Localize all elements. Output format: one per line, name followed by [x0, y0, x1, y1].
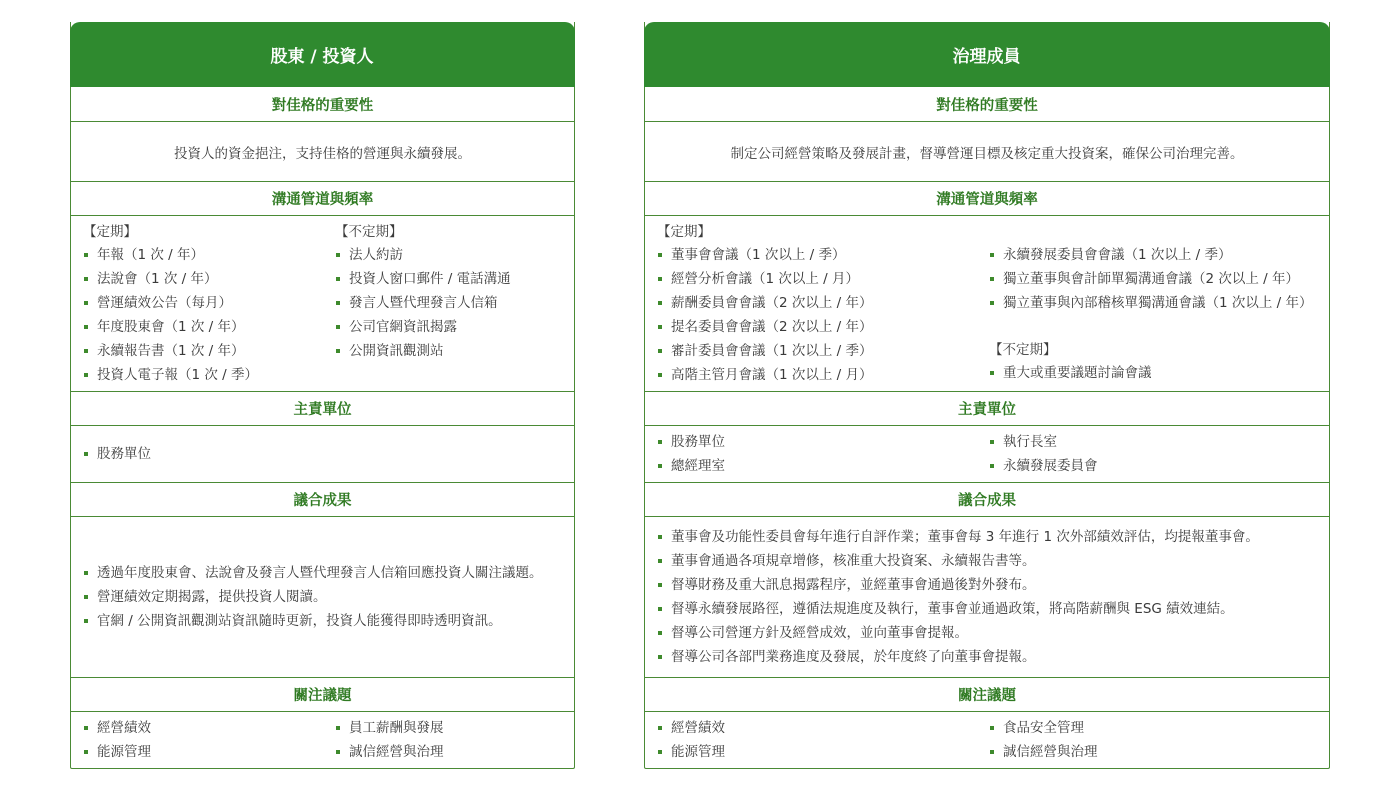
list-item: 經營績效	[657, 716, 725, 740]
list-item: 督導公司各部門業務進度及發展，於年度終了向董事會提報。	[657, 645, 1259, 669]
list-item: 誠信經營與治理	[335, 740, 444, 764]
list-item: 董事會會議（1 次以上 / 季）	[657, 243, 873, 267]
list-item: 年度股東會（1 次 / 年）	[83, 315, 258, 339]
list-item: 獨立董事與內部稽核單獨溝通會議（1 次以上 / 年）	[989, 291, 1313, 315]
list-item: 提名委員會會議（2 次以上 / 年）	[657, 315, 873, 339]
issue-list-1	[83, 716, 151, 764]
importance-text: 投資人的資金挹注，支持佳格的營運與永續發展。	[71, 121, 574, 181]
list-item: 投資人窗口郵件 / 電話溝通	[335, 267, 511, 291]
unit-title: 主責單位	[645, 391, 1329, 425]
list-item: 投資人電子報（1 次 / 季）	[83, 363, 258, 387]
unit-title: 主責單位	[71, 391, 574, 425]
result-body	[71, 516, 574, 677]
channel-body	[645, 215, 1329, 391]
list-item: 重大或重要議題討論會議	[989, 361, 1313, 385]
regular-list	[83, 243, 258, 387]
list-item: 薪酬委員會會議（2 次以上 / 年）	[657, 291, 873, 315]
list-item: 員工薪酬與發展	[335, 716, 444, 740]
regular-list-2	[989, 243, 1313, 315]
list-item: 股務單位	[657, 430, 725, 454]
list-item: 營運績效定期揭露，提供投資人閱讀。	[83, 585, 543, 609]
list-item: 審計委員會會議（1 次以上 / 季）	[657, 339, 873, 363]
importance-title: 對佳格的重要性	[936, 97, 1038, 114]
stakeholder-card-governance	[644, 22, 1330, 769]
channel-title: 溝通管道與頻率	[71, 181, 574, 215]
result-title: 議合成果	[71, 482, 574, 516]
issue-list-2	[335, 716, 444, 764]
channel-title: 溝通管道與頻率	[645, 181, 1329, 215]
result-body	[645, 516, 1329, 677]
list-item: 督導財務及重大訊息揭露程序，並經董事會通過後對外發布。	[657, 573, 1259, 597]
list-item: 董事會通過各項規章增修，核准重大投資案、永續報告書等。	[657, 549, 1259, 573]
list-item: 能源管理	[657, 740, 725, 764]
list-item: 誠信經營與治理	[989, 740, 1098, 764]
list-item: 永續發展委員會會議（1 次以上 / 季）	[989, 243, 1313, 267]
irregular-label: 【不定期】	[989, 342, 1057, 358]
result-list	[83, 561, 543, 633]
list-item: 公司官網資訊揭露	[335, 315, 511, 339]
issue-body	[645, 711, 1329, 769]
list-item: 董事會及功能性委員會每年進行自評作業；董事會每 3 年進行 1 次外部績效評估，均提報董事會。	[657, 525, 1259, 549]
unit-list-2	[989, 430, 1098, 478]
list-item: 法人約訪	[335, 243, 511, 267]
list-item: 獨立董事與會計師單獨溝通會議（2 次以上 / 年）	[989, 267, 1313, 291]
irregular-list	[989, 361, 1313, 385]
result-list	[657, 525, 1259, 669]
list-item: 經營分析會議（1 次以上 / 月）	[657, 267, 873, 291]
issue-body	[71, 711, 574, 769]
list-item: 能源管理	[83, 740, 151, 764]
list-item: 食品安全管理	[989, 716, 1098, 740]
regular-list-1	[657, 243, 873, 387]
list-item: 高階主管月會議（1 次以上 / 月）	[657, 363, 873, 387]
list-item: 股務單位	[83, 442, 151, 466]
importance-title: 對佳格的重要性	[271, 97, 374, 114]
list-item: 督導公司營運方針及經營成效，並向董事會提報。	[657, 621, 1259, 645]
list-item: 總經理室	[657, 454, 725, 478]
irregular-list	[335, 243, 511, 363]
list-item: 永續報告書（1 次 / 年）	[83, 339, 258, 363]
regular-label: 【定期】	[83, 224, 137, 240]
issue-list-2	[989, 716, 1098, 764]
list-item: 執行長室	[989, 430, 1098, 454]
irregular-label: 【不定期】	[335, 224, 403, 240]
list-item: 營運績效公告（每月）	[83, 291, 258, 315]
list-item: 發言人暨代理發言人信箱	[335, 291, 511, 315]
list-item: 法說會（1 次 / 年）	[83, 267, 258, 291]
list-item: 官網 / 公開資訊觀測站資訊隨時更新，投資人能獲得即時透明資訊。	[83, 609, 543, 633]
list-item: 永續發展委員會	[989, 454, 1098, 478]
regular-label: 【定期】	[657, 224, 711, 240]
list-item: 經營績效	[83, 716, 151, 740]
card-header: 治理成員	[644, 22, 1330, 87]
card-header: 股東 / 投資人	[70, 22, 575, 87]
importance-text: 制定公司經營策略及發展計畫，督導營運目標及核定重大投資案，確保公司治理完善。	[645, 121, 1329, 181]
unit-list-1	[657, 430, 725, 478]
unit-body	[645, 425, 1329, 482]
list-item: 公開資訊觀測站	[335, 339, 511, 363]
unit-list	[83, 442, 151, 466]
issue-title: 關注議題	[645, 677, 1329, 711]
list-item: 督導永續發展路徑，遵循法規進度及執行，董事會並通過政策，將高階薪酬與 ESG 績效連結。	[657, 597, 1259, 621]
issue-list-1	[657, 716, 725, 764]
result-title: 議合成果	[645, 482, 1329, 516]
stakeholder-card-shareholders	[70, 22, 575, 769]
unit-body	[71, 425, 574, 482]
channel-body	[71, 215, 574, 391]
issue-title: 關注議題	[71, 677, 574, 711]
list-item: 年報（1 次 / 年）	[83, 243, 258, 267]
list-item: 透過年度股東會、法說會及發言人暨代理發言人信箱回應投資人關注議題。	[83, 561, 543, 585]
